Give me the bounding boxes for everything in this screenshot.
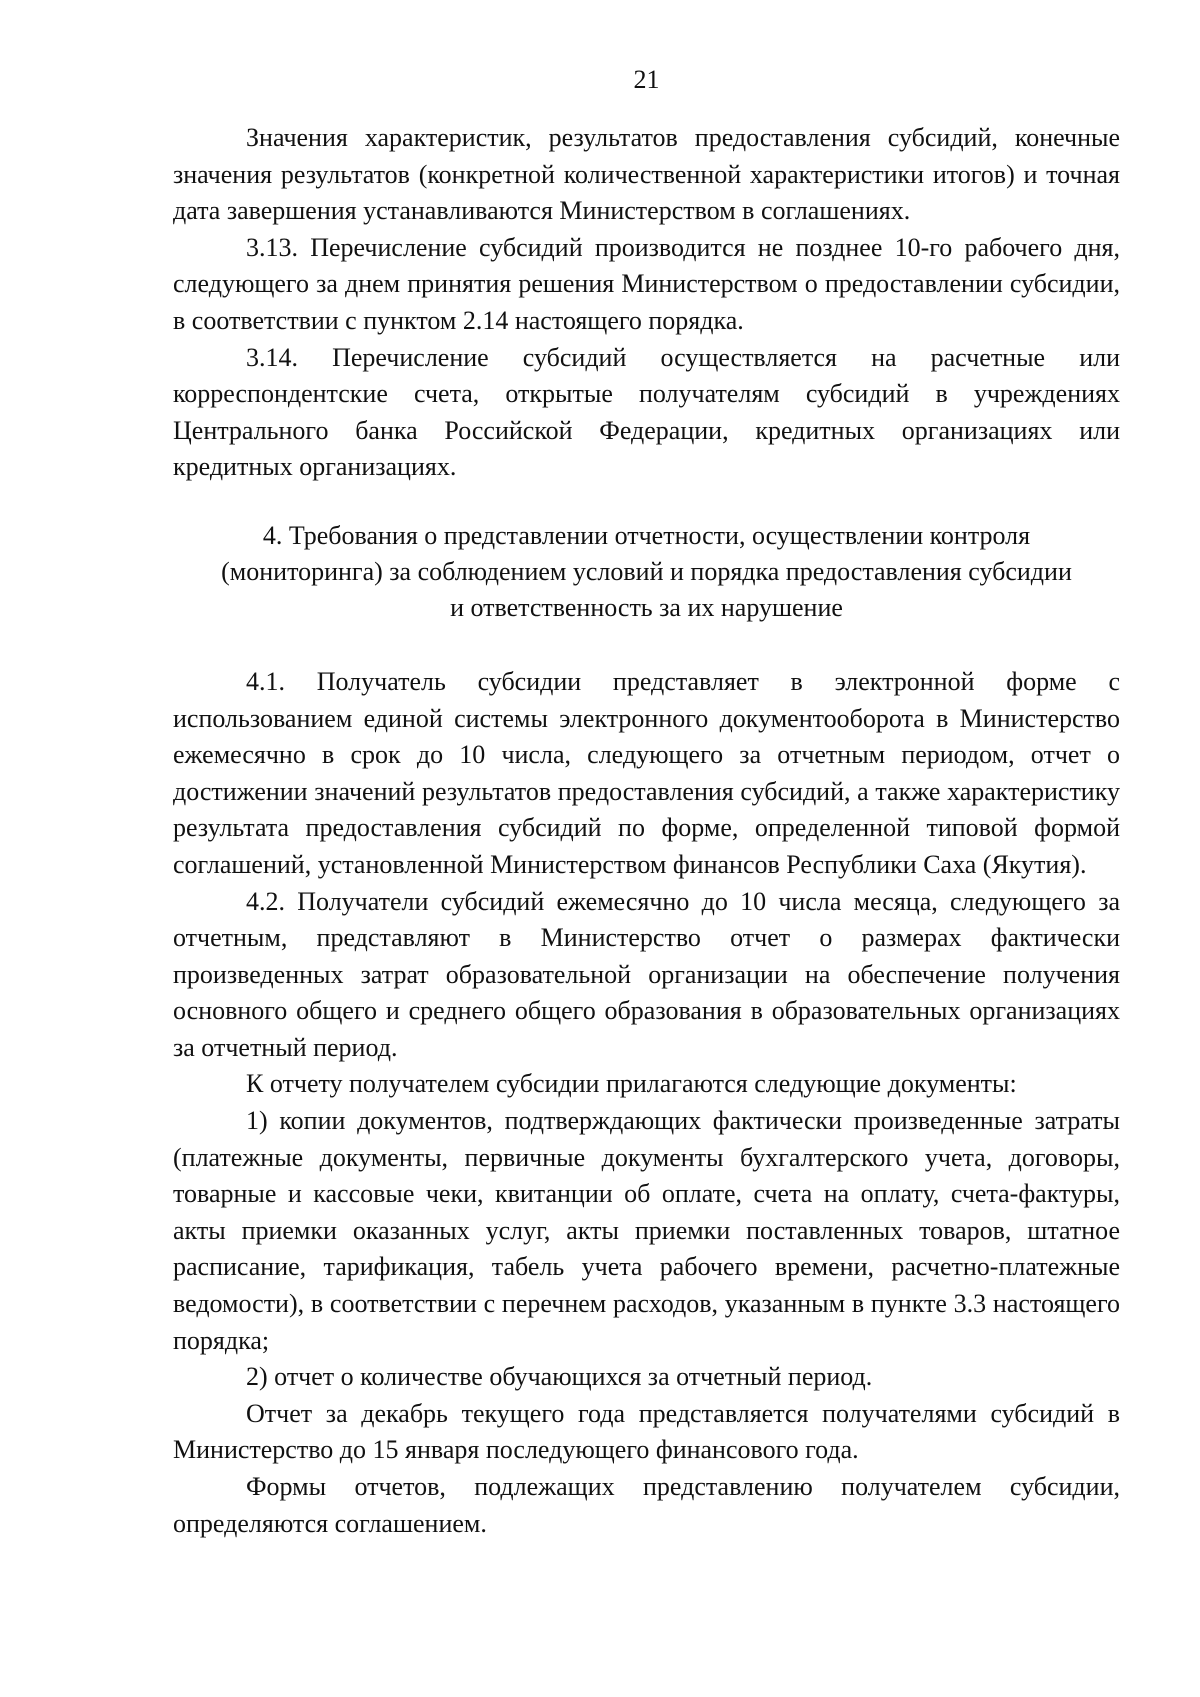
paragraph-item-2: 2) отчет о количестве обучающихся за отчетный период. <box>246 1362 873 1392</box>
paragraph-3-13: 3.13. Перечисление субсидий производится не позднее 10-го рабочего дня, следующего за днем принятия решения Министерством о предоставлении субсидии, в соответствии с пунктом 2.14 настоящего порядка. <box>173 232 1120 335</box>
paragraph-result-values: Значения характеристик, результатов предоставления субсидий, конечные значения результатов (конкретной количественной характеристики итогов) и точная дата завершения устанавливаются Министерством в соглашениях. <box>173 123 1120 226</box>
paragraph-3-14: 3.14. Перечисление субсидий осуществляется на расчетные или корреспондентские счета, открытые получателям субсидий в учреждениях Центрального банка Российской Федерации, кредитных организациях или кредитных организациях. <box>173 342 1120 482</box>
section-heading-line: и ответственность за их нарушение <box>450 592 843 622</box>
paragraph-4-2: 4.2. Получатели субсидий ежемесячно до 10 числа месяца, следующего за отчетным, представляют в Министерство отчет о размерах фактически произведенных затрат образовательной организации на обеспечение получения основного общего и среднего общего образования в образовательных организациях за отчетный период. <box>173 886 1120 1062</box>
paragraph-attachments-intro: К отчету получателем субсидии прилагаются следующие документы: <box>246 1069 1017 1099</box>
paragraph-december-report: Отчет за декабрь текущего года представляется получателями субсидий в Министерство до 15 января последующего финансового года. <box>173 1398 1120 1465</box>
section-heading-line: (мониторинга) за соблюдением условий и порядка предоставления субсидии <box>221 556 1072 586</box>
section-heading-line: 4. Требования о представлении отчетности, осуществлении контроля <box>262 520 1031 550</box>
paragraph-report-forms: Формы отчетов, подлежащих представлению получателем субсидии, определяются соглашением. <box>173 1472 1120 1538</box>
page-number: 21 <box>633 65 660 94</box>
section-heading-4 <box>173 486 1120 664</box>
paragraph-4-1: 4.1. Получатель субсидии представляет в электронной форме с использованием единой системы электронного документооборота в Министерство ежемесячно в срок до 10 числа, следующего за отчетным периодом, отчет о достижении значений результатов предоставления субсидий, а также характеристику результата предоставления субсидий по форме, определенной типовой формой соглашений, установленной Министерством финансов Республики Саха (Якутия). <box>173 666 1120 879</box>
paragraph-item-1: 1) копии документов, подтверждающих фактически произведенные затраты (платежные документы, первичные документы бухгалтерского учета, договоры, товарные и кассовые чеки, квитанции об оплате, счета на оплату, счета-фактуры, акты приемки оказанных услуг, акты приемки поставленных товаров, штатное расписание, тарификация, табель учета рабочего времени, расчетно-платежные ведомости), в соответствии с перечнем расходов, указанным в пункте 3.3 настоящего порядка; <box>173 1106 1120 1355</box>
document-page <box>173 60 1120 1542</box>
